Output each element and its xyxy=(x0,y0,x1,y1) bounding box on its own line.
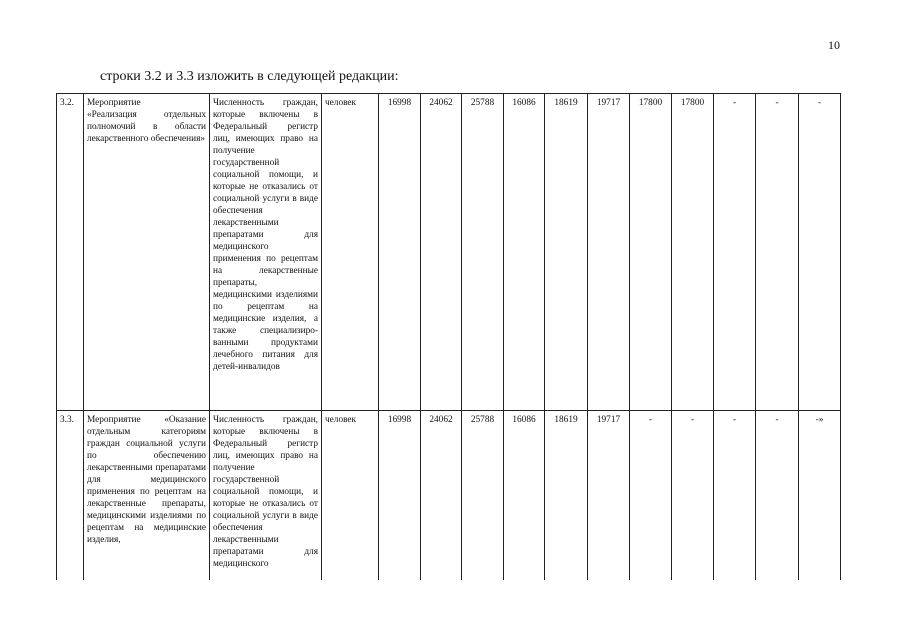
value-cell: - xyxy=(799,94,841,411)
value-cell: 18619 xyxy=(545,94,588,411)
value-cell: 19717 xyxy=(588,94,630,411)
row-number: 3.3. xyxy=(57,411,84,581)
unit-cell: человек xyxy=(322,94,379,411)
value-cell: 19717 xyxy=(588,411,630,581)
value-cell: 16998 xyxy=(379,411,421,581)
page-number: 10 xyxy=(828,38,840,52)
row-number: 3.2. xyxy=(57,94,84,411)
value-cell: - xyxy=(714,411,756,581)
unit-cell: человек xyxy=(322,411,379,581)
value-cell: 24062 xyxy=(421,94,462,411)
value-cell: - xyxy=(756,94,799,411)
value-cell: 16086 xyxy=(504,411,545,581)
value-cell: 25788 xyxy=(462,94,504,411)
value-cell: - xyxy=(756,411,799,581)
table-row-3-3 xyxy=(57,411,841,581)
value-cell: 18619 xyxy=(545,411,588,581)
amendment-table xyxy=(56,93,841,580)
value-cell: - xyxy=(672,411,714,581)
value-cell: 16086 xyxy=(504,94,545,411)
event-cell: Мероприятие «Реализация отдельных полномочий в области лекарственного обеспечения» xyxy=(84,94,210,411)
indicator-cell: Численность граждан, которые включены в Федеральный регистр лиц, имеющих право на получение государственной социальной помощи, и которые не отказались от социальной услуги в виде обеспечения лекарственными препаратами для медицинского применения по рецептам на лекарственные препараты, медицинскими изделиями по рецептам на медицинские изделия, а также специализиро-ванными продуктами лечебного питания для детей-инвалидов xyxy=(210,94,322,411)
indicator-cell: Численность граждан, которые включены в Федеральный регистр лиц, имеющих право на получение государственной социальной помощи, и которые не отказались от социальной услуги в виде обеспечения лекарственными препаратами для медицинского xyxy=(210,411,322,581)
value-cell: 25788 xyxy=(462,411,504,581)
table-row-3-2 xyxy=(57,94,841,411)
value-cell: 16998 xyxy=(379,94,421,411)
value-cell: 17800 xyxy=(672,94,714,411)
value-cell: - xyxy=(714,94,756,411)
value-cell: - xyxy=(630,411,672,581)
intro-text: строки 3.2 и 3.3 изложить в следующей редакции: xyxy=(100,69,399,84)
value-cell: 17800 xyxy=(630,94,672,411)
event-cell: Мероприятие «Оказание отдельным категориям граждан социальной услуги по обеспечению лекарственными препаратами для медицинского применения по рецептам на лекарственные препараты, медицинскими изделиями по рецептам на медицинские изделия, xyxy=(84,411,210,581)
value-cell: 24062 xyxy=(421,411,462,581)
value-cell: -» xyxy=(799,411,841,581)
